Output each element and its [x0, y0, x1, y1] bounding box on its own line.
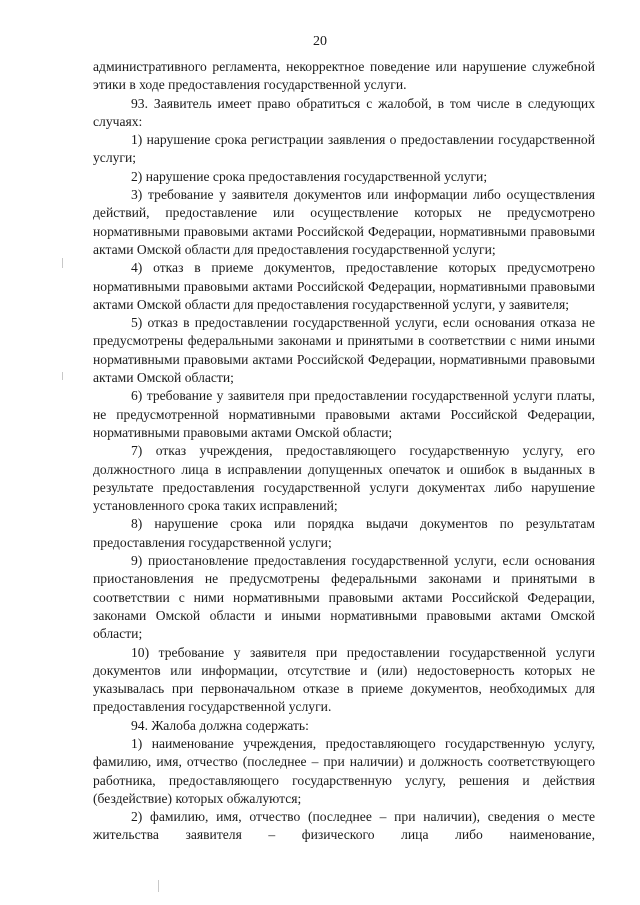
list-item: 5) отказ в предоставлении государственной услуги, если основания отказа не предусмотрены федеральными законами и принятыми в соответствии с ними иными нормативными правовыми актами Российской Федерации, нормативными правовыми актами Омской области; — [93, 315, 595, 386]
list-item: 2) фамилию, имя, отчество (последнее – при наличии), сведения о месте жительства заявителя – физического лица либо наименование, — [93, 809, 595, 843]
scan-margin-mark — [62, 258, 63, 268]
paragraph-item-93: 93. Заявитель имеет право обратиться с жалобой, в том числе в следующих случаях: — [93, 95, 595, 129]
list-item: 7) отказ учреждения, предоставляющего государственную услугу, его должностного лица в исправлении допущенных опечаток и ошибок в выданных в результате предоставления государственной услуги документах либо нарушение установленного срока таких исправлений; — [93, 443, 595, 514]
scan-margin-mark — [158, 880, 159, 892]
page-number: 20 — [313, 34, 327, 49]
paragraph-continuation: административного регламента, некорректное поведение или нарушение служебной этики в ходе предоставления государственной услуги. — [93, 59, 595, 93]
list-item: 4) отказ в приеме документов, предоставление которых предусмотрено нормативными правовыми актами Российской Федерации, нормативными правовыми актами Омской области для предоставления государственной услуги, у заявителя; — [93, 260, 595, 312]
list-item: 1) нарушение срока регистрации заявления о предоставлении государственной услуги; — [93, 132, 595, 166]
paragraph-item-94: 94. Жалоба должна содержать: — [131, 717, 309, 733]
document-body — [93, 58, 595, 845]
list-item: 8) нарушение срока или порядка выдачи документов по результатам предоставления государственной услуги; — [93, 516, 595, 550]
list-item: 3) требование у заявителя документов или информации либо осуществления действий, предоставление или осуществление которых не предусмотрено нормативными правовыми актами Российской Федерации, нормативными правовыми актами Омской области для предоставления государственной услуги; — [93, 187, 595, 257]
scan-margin-mark — [62, 372, 63, 380]
list-item: 9) приостановление предоставления государственной услуги, если основания приостановления не предусмотрены федеральными законами и принятыми в соответствии с ними нормативными правовыми актами Российской Федерации, законами Омской области и иными нормативными правовыми актами Омской области; — [93, 553, 595, 642]
list-item: 6) требование у заявителя при предоставлении государственной услуги платы, не предусмотренной нормативными правовыми актами Российской Федерации, нормативными правовыми актами Омской области; — [93, 388, 595, 440]
list-item: 10) требование у заявителя при предоставлении государственной услуги документов или информации, отсутствие и (или) недостоверность которых не указывалась при первоначальном отказе в приеме документов, необходимых для предоставления государственной услуги. — [93, 644, 595, 715]
list-item: 1) наименование учреждения, предоставляющего государственную услугу, фамилию, имя, отчество (последнее – при наличии) и должность соответствующего работника, предоставляющего государственную услугу, решения и действия (бездействие) которых обжалуются; — [93, 735, 595, 806]
list-item: 2) нарушение срока предоставления государственной услуги; — [131, 168, 488, 184]
